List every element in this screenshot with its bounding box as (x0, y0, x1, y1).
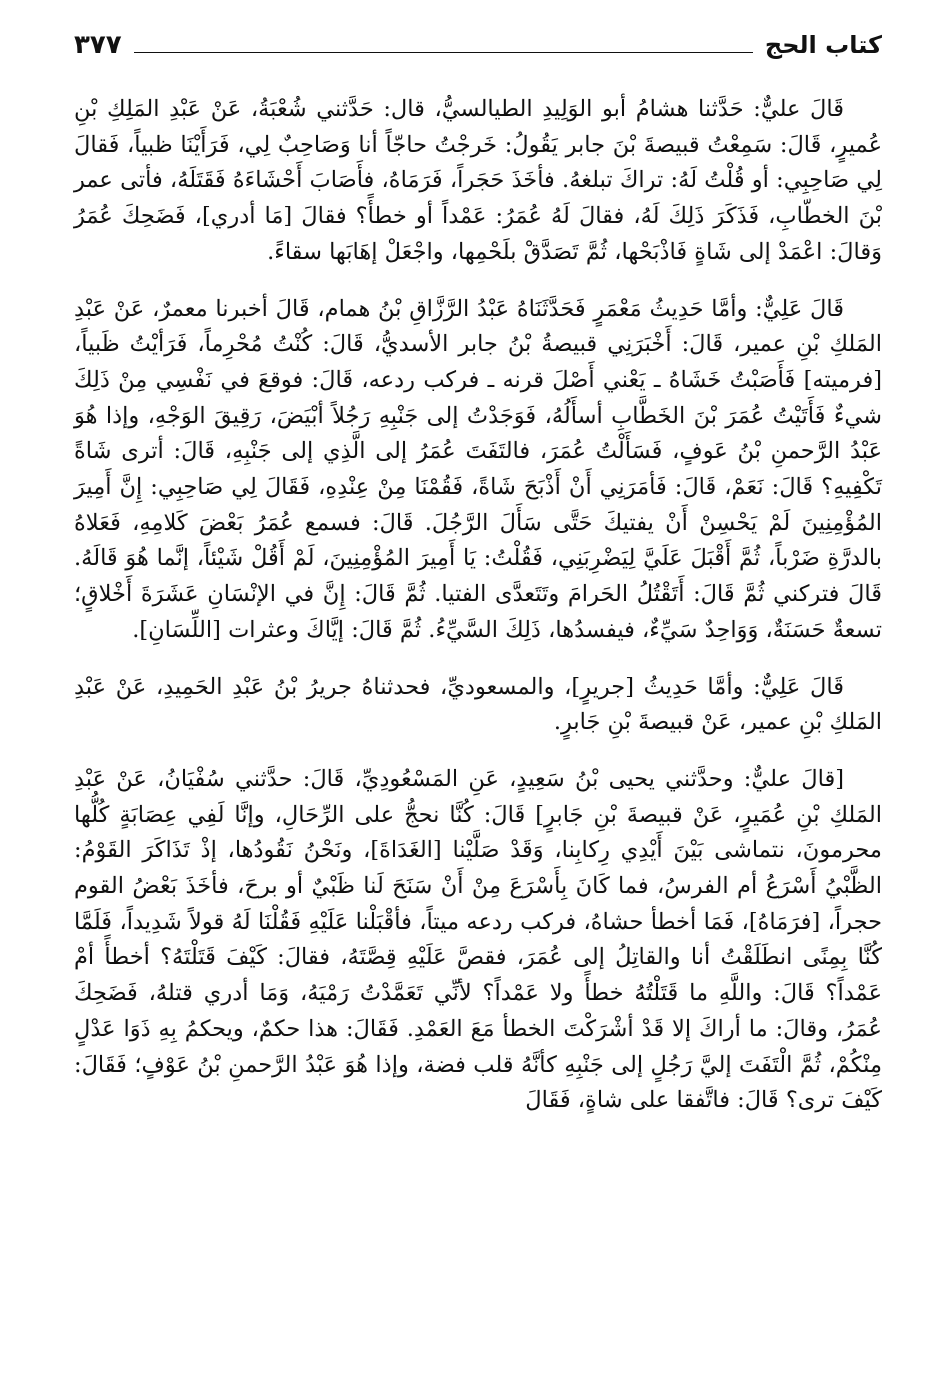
body-text (74, 92, 882, 1119)
paragraph: قَالَ عَلِيٌّ: وأمَّا حَدِيثُ مَعْمَرٍ فَحَدَّثَنَاهُ عَبْدُ الرَّزَّاقِ بْنُ همام، قَالَ أخبرنا معمرٌ، عَنْ عَبْدِ المَلكِ بْنِ عمير، قَالَ: أَخْبَرَنِي قبيصةُ بْنُ جابر الأسديُّ، قَالَ: كُنْتُ مُحْرِماً، فَرَأيْتُ ظَبياً، [فرميته] فَأَصَبْتُ خَشَاهُ ـ يَعْني أَصْلَ قرنه ـ فركب ردعه، قَالَ: فوقعَ في نَفْسِي مِنْ ذَلِكَ شيءٌ فَأَتَيْتُ عُمَرَ بْنَ الخَطَّابِ أسأَلُهُ، فَوَجَدْتُ إلى جَنْبِهِ رَجُلاً أبْيَضَ، رَقِيقَ الوَجْهِ، وإذا هُوَ عَبْدُ الرَّحمنِ بْنُ عَوفٍ، فَسَأَلْتُ عُمَرَ، فالتَفَتَ عُمَرُ إلى الَّذِي إلى جَنْبِهِ، قَالَ: أترى شَاةً تَكْفِيهِ؟ قَالَ: نَعَمْ، قَالَ: فَأمَرَنِي أَنْ أَذْبَحَ شَاةً، فَقُمْنَا مِنْ عِنْدِهِ، فَقَالَ لِي صَاحِبِي: إِنَّ أَمِيرَ المُؤْمِنِينَ لَمْ يَحْسِنْ أَنْ يفتيكَ حَتَّى سَأَلَ الرَّجُلَ. قَالَ: فسمع عُمَرُ بَعْضَ كَلامِهِ، فَعَلاهُ بالدرَّةِ ضَرْباً، ثُمَّ أَقْبَلَ عَلَيَّ لِيَضْرِبَنِي، فَقُلْتُ: يَا أَمِيرَ المُؤْمِنِينَ، لَمْ أَقُلْ شَيْئاً، إنَّما هُوَ قَالَهُ. قَالَ فتركني ثُمَّ قَالَ: أَتَقْتُلُ الحَرامَ وتَتَعدَّى الفتيا. ثُمَّ قَالَ: إِنَّ في الإنْسَانِ عَشَرَةَ أَخْلاقٍ؛ تسعةٌ حَسَنَةٌ، وَوَاحِدٌ سَيِّءٌ، فيفسدُها، ذَلِكَ السَّيِّءُ. ثُمَّ قَالَ: إيَّاكَ وعثرات [اللِّسَانِ]. (74, 295, 882, 643)
running-header (74, 28, 882, 62)
header-rule (134, 52, 753, 53)
paragraph: [قالَ عليٌّ: وحدَّثني يحيى بْنُ سَعِيدٍ، عَنِ المَسْعُودِيِّ، قَالَ: حدَّثني سُفْيَانُ، عَنْ عَبْدِ المَلكِ بْنِ عُمَيرٍ، عَنْ قبيصةَ بْنِ جَابرٍ] قَالَ: كُنَّا نحجُّ على الرِّحَالِ، وإنَّا لَفِي عِصَابَةٍ كُلُّها محرمونَ، نتماشى بَيْنَ أَيْدِي رِكابِنا، وَقَدْ صَلَّيْنا [الغَدَاةَ]، ونَحْنُ نَقُودُها، إذْ تَذَاكَرَ القَوْمُ: الظَّبْيُ أَسْرَعُ أم الفرسُ، فما كَانَ بِأَسْرَعَ مِنْ أَنْ سَنَحَ لَنا ظَبْيٌ أو برحَ، فأخَذَ بَعْضُ القوم حجراً، [فرَمَاهُ]، فَمَا أخطأ حشاهُ، فركب ردعه ميتاً، فأقْبَلْنا عَلَيْهِ فَقُلْنَا لَهُ قولاً شَدِيداً، فَلَمَّا كُنَّا بِمِنًى انطَلَقْتُ أنا والقاتِلُ إلى عُمَرَ، فقصَّ عَلَيْهِ قِصَّتَهُ، فقالَ: كَيْفَ قَتَلْتَهُ؟ أخطأً أمْ عَمْداً؟ قَالَ: واللَّهِ ما قَتَلْتُهُ خطأً ولا عَمْداً؟ لأنِّي تَعَمَّدْتُ رَمْيَهُ، وَمَا أدري قتلهُ، فَضَحِكَ عُمَرُ، وقالَ: ما أراكَ إلا قَدْ أشْرَكْتَ الخطأ مَعَ العَمْدِ. فَقَالَ: هذا حكمٌ، ويحكمُ بِهِ ذَوَا عَدْلٍ مِنْكُمْ، ثُمَّ الْتَفَتَ إليَّ رَجُلٍ إلى جَنْبِهِ كأنَّهُ قلب فضة، وإذا هُوَ عَبْدُ الرَّحمنِ بْنُ عَوْفٍ؛ فَقَالَ: كَيْفَ ترى؟ قَالَ: فاتَّفقا على شاةٍ، فَقَالَ (74, 765, 882, 1114)
paragraph: قَالَ عَلِيٌّ: وأمَّا حَدِيثُ [جريرٍ]، والمسعوديِّ، فحدثناهُ جريرُ بْنُ عَبْدِ الحَمِيدِ، عَنْ عَبْدِ المَلكِ بْنِ عمير، عَنْ قبيصةَ بْنِ جَابرٍ. (74, 673, 882, 736)
page-number: ٣٧٧ (74, 30, 122, 60)
running-title: كتاب الحج (764, 31, 882, 59)
paragraph: قَالَ عليٌّ: حَدَّثنا هشامُ أبو الوَلِيدِ الطيالسيُّ، قال: حَدَّثني شُعْبَةُ، عَنْ عَبْدِ المَلِكِ بْنِ عُميرٍ، قَالَ: سَمِعْتُ قبيصةَ بْنَ جابر يَقُولُ: خَرجْتُ حاجّاً أنا وَصَاحِبٌ لِي، فَرَأَيْنَا ظبياً، فَقالَ لِي صَاحِبِي: أو قُلْتُ لَهُ: تراكَ تبلغهُ. فأخَذَ حَجَراً، فَرَمَاهُ، فأَصَابَ أَحْشَاءَهُ فَقَتَلَهُ، فأتى عمر بْنَ الخطّابِ، فَذَكَرَ ذَلِكَ لَهُ، فقالَ لَهُ عُمَرُ: عَمْداً أو خطأً؟ فقالَ [مَا أدري]، فَضَحِكَ عُمَرُ وَقالَ: اعْمَدْ إلى شَاةٍ فَاذْبَحْها، ثُمَّ تَصَدَّقْ بلَحْمِها، واجْعَلْ إهَابَها سقاءً. (74, 96, 882, 265)
